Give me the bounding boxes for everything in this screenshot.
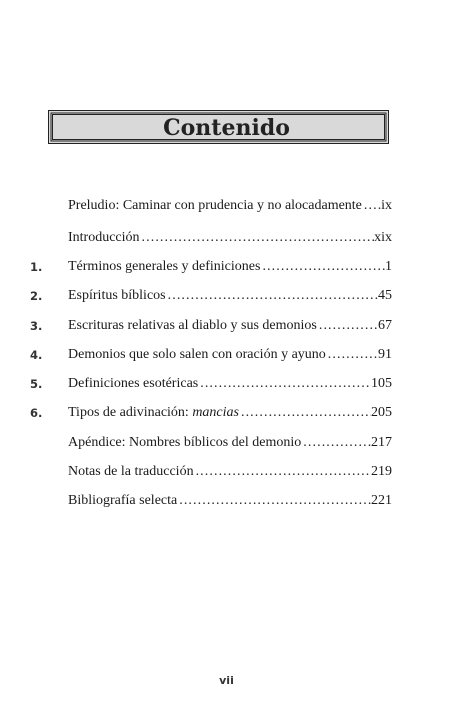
toc-entry-page: 217 — [371, 435, 392, 450]
toc-entry[interactable] — [0, 374, 453, 394]
toc-entry-label: Notas de la traducción — [68, 464, 194, 479]
toc-entry-number: 6. — [30, 406, 43, 420]
toc-entry-page: 219 — [371, 464, 392, 479]
toc-entry[interactable] — [0, 286, 453, 306]
page-title: Contenido — [163, 115, 290, 141]
toc-entry-page: ix — [381, 198, 392, 213]
toc-entry-label: Bibliografía selecta — [68, 493, 178, 508]
toc-entry[interactable] — [0, 196, 453, 216]
toc-entry-page: 1 — [385, 259, 392, 274]
toc-entry-number: 1. — [30, 260, 43, 274]
toc-entry-page: 45 — [378, 288, 392, 303]
toc-entry[interactable] — [0, 228, 453, 248]
leader-dots — [326, 345, 378, 365]
toc-entry-number: 5. — [30, 377, 43, 391]
leader-dots — [166, 286, 378, 306]
toc-entry-label: Introducción — [68, 230, 140, 245]
toc-entry-number: 3. — [30, 319, 43, 333]
leader-dots — [301, 433, 371, 453]
page-folio: vii — [219, 674, 234, 687]
leader-dots — [362, 196, 381, 216]
toc-entry[interactable] — [0, 257, 453, 277]
toc-entry-label: Apéndice: Nombres bíblicos del demonio — [68, 435, 302, 450]
toc-entry-label: Demonios que solo salen con oración y ayuno — [68, 347, 326, 362]
leader-dots — [198, 374, 371, 394]
toc-entry-label: Definiciones esotéricas — [68, 376, 199, 391]
toc-entry-number: 2. — [30, 289, 43, 303]
toc-entry-label: Preludio: Caminar con prudencia y no alocadamente — [68, 198, 362, 213]
toc-entry-page: 205 — [371, 405, 392, 420]
toc-entry-page: 67 — [378, 318, 392, 333]
leader-dots — [260, 257, 385, 277]
leader-dots — [194, 462, 371, 482]
leader-dots — [140, 228, 375, 248]
leader-dots — [317, 316, 378, 336]
toc-entry[interactable] — [0, 491, 453, 511]
toc-entry-number: 4. — [30, 348, 43, 362]
toc-entry-label: Espíritus bíblicos — [68, 288, 166, 303]
leader-dots — [239, 403, 371, 423]
toc-entry[interactable] — [0, 316, 453, 336]
toc-entry[interactable] — [0, 433, 453, 453]
toc-entry-page: 221 — [371, 493, 392, 508]
toc-entry-page: 91 — [378, 347, 392, 362]
toc-entry-page: xix — [374, 230, 392, 245]
toc-entry-page: 105 — [371, 376, 392, 391]
toc-entry-label: Escrituras relativas al diablo y sus demonios — [68, 318, 317, 333]
toc-entry[interactable] — [0, 462, 453, 482]
toc-entry[interactable] — [0, 345, 453, 365]
leader-dots — [177, 491, 371, 511]
toc-entry[interactable] — [0, 403, 453, 423]
toc-entry-label: Tipos de adivinación: mancias — [68, 405, 239, 420]
toc-entry-label: Términos generales y definiciones — [68, 259, 261, 274]
